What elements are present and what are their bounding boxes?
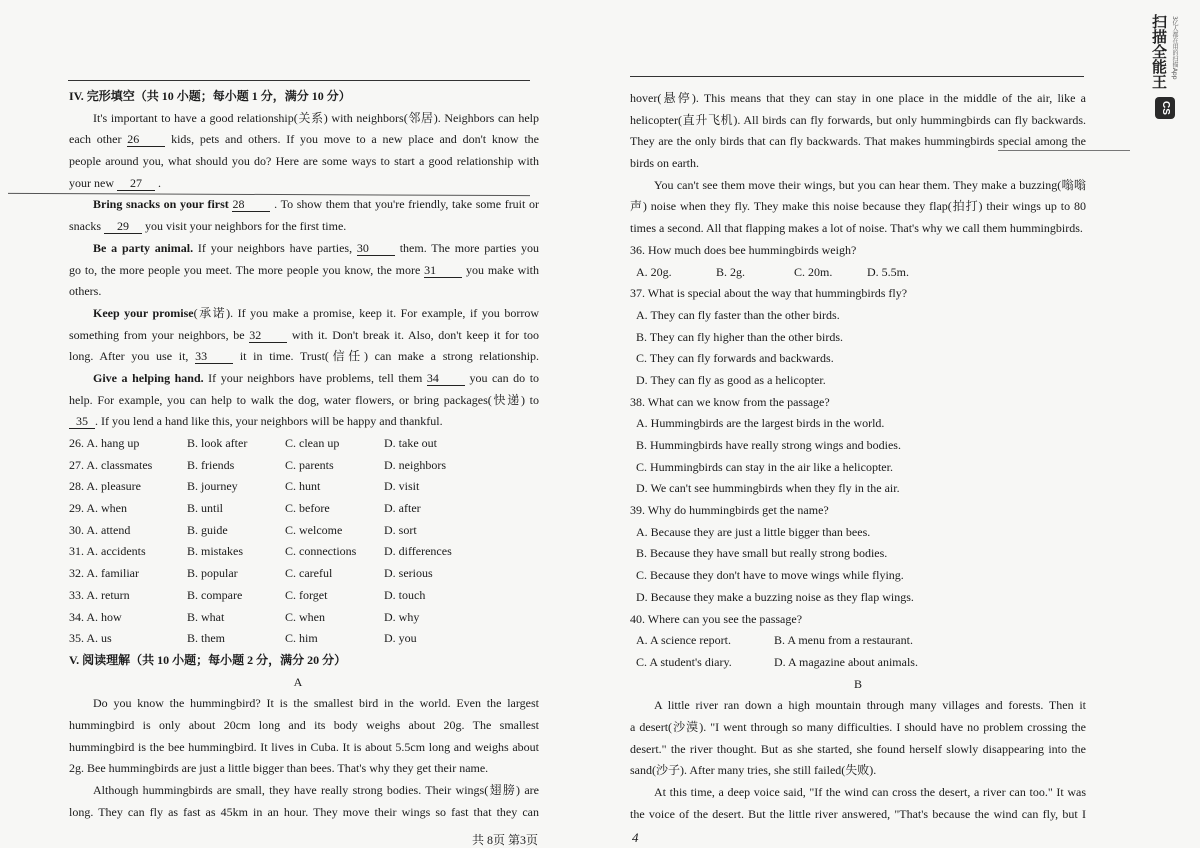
option-d: D. you — [384, 631, 417, 646]
text-segment: If your neighbors have parties, — [193, 240, 353, 255]
option-a: 34. A. how — [69, 609, 122, 624]
option-d: D. serious — [384, 566, 433, 581]
text-line: A little river ran down a high mountain through many villages and forests. Then it — [654, 698, 1086, 713]
question-36: 36. How much does bee hummingbirds weigh? — [630, 242, 857, 257]
text-line: Although hummingbirds are small, they have really strong bodies. Their wings(翅膀) are — [93, 783, 539, 797]
option-a: 32. A. familiar — [69, 566, 139, 581]
text-segment: them. The more parties you — [399, 240, 539, 255]
option-a: 33. A. return — [69, 587, 130, 602]
option-b: B. look after — [187, 436, 248, 450]
question-40-options-ab — [630, 630, 1086, 652]
option-a: 28. A. pleasure — [69, 479, 141, 494]
option-b: B. mistakes — [187, 544, 243, 559]
watermark-subtitle: 3亿人都在用的扫描App — [1171, 16, 1178, 80]
option-d: D. We can't see hummingbirds when they fly in the air. — [636, 481, 900, 496]
left-column — [69, 86, 539, 823]
option-row-28 — [69, 476, 539, 498]
text-segment: If your neighbors have problems, tell them — [203, 370, 423, 385]
text-line — [69, 325, 539, 347]
option-b: B. They can fly higher than the other birds. — [636, 329, 844, 344]
right-page — [590, 0, 1200, 847]
text-segment: with it. Don't break it. Also, don't keep it for too — [291, 327, 539, 342]
passage-a-label: A — [293, 674, 303, 689]
paragraph-snacks — [69, 194, 539, 237]
header-rule — [630, 76, 1084, 77]
option-d: D. Because they make a buzzing noise as they flap wings. — [636, 589, 914, 604]
option-a: A. Because they are just a little bigger than bees. — [636, 524, 871, 539]
text-segment: go to, the more people you meet. The more people you know, the more — [69, 262, 421, 277]
blank-30: 30 — [357, 241, 395, 256]
text-line: the voice of the desert. But the little river answered, "That's because the wind can fly, but I — [630, 806, 1086, 821]
option-c: C. 20m. — [794, 264, 833, 279]
option-a: 35. A. us — [69, 631, 112, 646]
header-rule — [68, 80, 530, 81]
option-c: C. connections — [285, 544, 357, 559]
option-d: D. neighbors — [384, 457, 446, 472]
text-line: 声) noise when they fly. They make this noise because they flap(拍打) their wings up to 80 — [630, 199, 1086, 214]
text-segment: something from your neighbors, be — [69, 327, 245, 342]
passage-a-paragraph-1 — [69, 693, 539, 780]
option-row-34 — [69, 607, 539, 629]
option-b: B. 2g. — [716, 264, 746, 279]
option-row-35 — [69, 628, 539, 650]
option-b: B. journey — [187, 479, 238, 494]
text-segment: you can do to — [469, 370, 539, 385]
text-segment: your new — [69, 175, 114, 190]
option-d: D. after — [384, 501, 421, 516]
text-segment: kids, pets and others. If you move to a new place and don't know the — [171, 132, 539, 147]
option-a: 29. A. when — [69, 501, 127, 516]
options-list — [69, 433, 539, 650]
blank-28: 28 — [232, 197, 270, 212]
text-line: long. They can fly as fast as 45km in an hour. They move their wings so fast that they can — [69, 804, 539, 819]
text-line — [69, 173, 539, 195]
text-segment: . To show them that you're friendly, take some fruit or — [274, 197, 539, 212]
text-line: You can't see them move their wings, but you can hear them. They make a buzzing(嗡嗡 — [654, 177, 1086, 192]
option-d: D. differences — [384, 544, 452, 559]
passage-a-paragraph-2-cont — [630, 88, 1086, 175]
text-segment: it in time. Trust(信任) can make a strong relationship. — [239, 349, 539, 364]
option-b: B. A menu from a restaurant. — [774, 633, 913, 648]
text-segment: . If you lend a hand like this, your neighbors will be happy and thankful. — [95, 414, 443, 429]
text-line — [69, 411, 539, 433]
option-c: C. Hummingbirds can stay in the air like a helicopter. — [636, 459, 893, 474]
text-line — [69, 194, 539, 216]
paragraph-promise — [69, 303, 539, 368]
paragraph-intro — [69, 108, 539, 195]
option-c: C. parents — [285, 457, 334, 472]
option-b: B. Because they have small but really strong bodies. — [636, 546, 888, 561]
text-line: It's important to have a good relationship(关系) with neighbors(邻居). Neighbors can help — [93, 110, 539, 125]
text-line: hummingbird is the bee hummingbird. It lives in Cuba. It is about 5.5cm long and weighs about — [69, 739, 539, 754]
text-line: desert." the river thought. But as she started, she found herself slowly disappearing into the — [630, 741, 1086, 756]
option-a: 31. A. accidents — [69, 544, 146, 559]
text-line — [69, 129, 539, 151]
scanner-watermark — [1148, 14, 1182, 124]
option-c: C. clean up — [285, 436, 340, 450]
blank-34: 34 — [427, 371, 465, 386]
question-40-options-cd — [630, 652, 1086, 674]
option-a: A. Hummingbirds are the largest birds in the world. — [636, 416, 885, 431]
blank-29: 29 — [104, 219, 142, 234]
option-row-29 — [69, 498, 539, 520]
text-line: At this time, a deep voice said, "If the wind can cross the desert, a river can too." It was — [654, 785, 1086, 799]
option-a: 26. A. hang up — [69, 436, 140, 450]
text-line — [69, 303, 539, 325]
option-c: C. hunt — [285, 479, 321, 494]
option-c: C. when — [285, 609, 325, 624]
text-line — [69, 238, 539, 260]
page-corner-number: 4 — [632, 830, 639, 845]
option-a: 30. A. attend — [69, 522, 131, 537]
option-d: D. touch — [384, 587, 426, 602]
left-page — [0, 0, 590, 847]
option-c: C. A student's diary. — [636, 654, 732, 669]
blank-31: 31 — [424, 263, 462, 278]
option-c: C. Because they don't have to move wings while flying. — [636, 568, 904, 583]
text-line: hover(悬停). This means that they can stay in one place in the middle of the air, like a — [630, 91, 1086, 105]
passage-b-paragraph-1 — [630, 695, 1086, 782]
blank-27: 27 — [117, 176, 155, 191]
option-a: A. A science report. — [636, 633, 731, 648]
passage-b-paragraph-2 — [630, 782, 1086, 825]
option-c: C. They can fly forwards and backwards. — [636, 351, 834, 366]
option-c: C. before — [285, 501, 330, 516]
heading-inline: Give a helping hand. — [93, 370, 204, 385]
option-d: D. sort — [384, 522, 417, 537]
passage-b-label: B — [853, 676, 862, 691]
option-c: C. careful — [285, 566, 333, 581]
option-d: D. why — [384, 609, 420, 624]
text-line: times a second. All that flapping makes a lot of noise. That's why we call them hummingbirds. — [630, 221, 1083, 236]
option-b: B. Hummingbirds have really strong wings and bodies. — [636, 438, 901, 452]
page-number: 共 8页 第3页 — [472, 833, 539, 847]
option-row-27 — [69, 455, 539, 477]
option-c: C. welcome — [285, 522, 343, 537]
passage-a-paragraph-2 — [69, 780, 539, 823]
option-a: A. They can fly faster than the other birds. — [636, 307, 840, 322]
option-d: D. 5.5m. — [867, 264, 909, 279]
text-line: others. — [69, 284, 102, 299]
right-column — [630, 88, 1086, 825]
option-c: C. forget — [285, 587, 328, 602]
text-line — [69, 346, 539, 368]
question-39: 39. Why do hummingbirds get the name? — [630, 503, 829, 518]
option-d: D. They can fly as good as a helicopter. — [636, 372, 826, 387]
text-line: birds on earth. — [630, 156, 699, 171]
question-36-options — [630, 262, 1086, 284]
blank-35: 35 — [69, 414, 95, 429]
text-line: sand(沙子). After many tries, she still failed(失败). — [630, 763, 877, 778]
heading-inline: Be a party animal. — [93, 240, 194, 255]
option-b: B. guide — [187, 522, 228, 537]
question-37: 37. What is special about the way that hummingbirds fly? — [630, 286, 908, 301]
question-40: 40. Where can you see the passage? — [630, 611, 803, 626]
text-segment: each other — [69, 132, 122, 147]
paragraph-helping — [69, 368, 539, 433]
text-line — [69, 260, 539, 282]
option-b: B. until — [187, 501, 224, 516]
text-segment: you visit your neighbors for the first time. — [145, 219, 347, 234]
text-line: help. For example, you can help to walk the dog, water flowers, or bring packages(快递) to — [69, 392, 539, 407]
option-c: C. him — [285, 631, 318, 646]
blank-26: 26 — [127, 132, 165, 147]
option-b: B. compare — [187, 587, 243, 602]
text-segment: you make with — [466, 262, 539, 277]
section-iv-title: IV. 完形填空（共 10 小题；每小题 1 分，满分 10 分） — [69, 89, 351, 103]
passage-a-paragraph-3 — [630, 175, 1086, 240]
option-d: D. visit — [384, 479, 420, 494]
text-line: hummingbird is only about 20cm long and its body weighs about 20g. The smallest — [69, 717, 539, 732]
option-a: A. 20g. — [636, 264, 672, 279]
text-line: 2g. Bee hummingbirds are just a little bigger than bees. That's why they get their name. — [69, 761, 489, 776]
blank-32: 32 — [249, 328, 287, 343]
question-38: 38. What can we know from the passage? — [630, 394, 830, 409]
text-line — [69, 368, 539, 390]
option-row-26 — [69, 433, 539, 455]
option-b: B. what — [187, 609, 225, 624]
text-segment: (承诺). If you make a promise, keep it. For example, if you borrow — [193, 305, 539, 320]
option-b: B. them — [187, 631, 225, 646]
heading-inline: Bring snacks on your first — [93, 197, 229, 212]
text-line: a desert(沙漠). "I went through so many difficulties. I should have no problem crossing the — [630, 719, 1086, 734]
text-line: Do you know the hummingbird? It is the smallest bird in the world. Even the largest — [93, 696, 539, 711]
option-d: D. A magazine about animals. — [774, 654, 918, 669]
text-segment: long. After you use it, — [69, 349, 189, 364]
watermark-title: 扫描全能王 — [1150, 14, 1168, 89]
text-segment: . — [158, 175, 161, 190]
text-segment: snacks — [69, 219, 101, 234]
text-line: people around you, what should you do? Here are some ways to start a good relationship with — [69, 154, 539, 169]
blank-33: 33 — [195, 349, 233, 364]
option-row-31 — [69, 541, 539, 563]
option-b: B. friends — [187, 457, 235, 472]
option-row-32 — [69, 563, 539, 585]
text-line — [69, 216, 539, 238]
section-v-title: V. 阅读理解（共 10 小题；每小题 2 分，满分 20 分） — [69, 652, 347, 667]
option-d: D. take out — [384, 436, 437, 450]
paragraph-party — [69, 238, 539, 303]
option-row-30 — [69, 520, 539, 542]
text-line: helicopter(直升飞机). All birds can fly forwards, but only hummingbirds can fly backwards. — [630, 112, 1086, 127]
option-b: B. popular — [187, 566, 238, 581]
option-a: 27. A. classmates — [69, 457, 153, 472]
text-line: They are the only birds that can fly backwards. That makes hummingbirds special among the — [630, 134, 1086, 149]
camscanner-logo-icon: CS — [1155, 97, 1175, 119]
heading-inline: Keep your promise — [93, 305, 194, 320]
option-row-33 — [69, 585, 539, 607]
